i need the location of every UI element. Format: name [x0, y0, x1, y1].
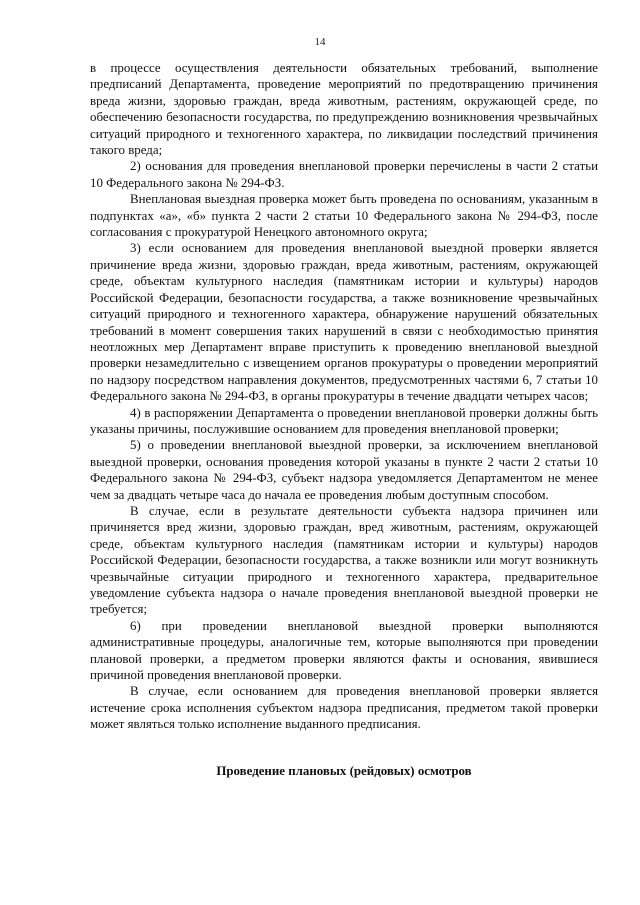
paragraph: в процессе осуществления деятельности обязательных требований, выполнение предписаний Департамента, проведение мероприятий по предотвращению причинения вреда жизни, здоровью граждан, вреда животным, растениям, окружающей среде, по обеспечению безопасности государства, по предупреждению возникновения чрезвычайных ситуаций природного и техногенного характера, по ликвидации последствий причинения такого вреда; [90, 61, 598, 158]
paragraph: 2) основания для проведения внеплановой проверки перечислены в части 2 статьи 10 Федерального закона № 294-ФЗ. [90, 159, 598, 190]
page-number: 14 [314, 36, 326, 48]
document-body [90, 60, 598, 779]
paragraph: Внеплановая выездная проверка может быть проведена по основаниям, указанным в подпунктах «а», «б» пункта 2 части 2 статьи 10 Федерального закона № 294-ФЗ, после согласования с прокуратурой Ненецкого автономного округа; [90, 192, 598, 240]
paragraph: В случае, если в результате деятельности субъекта надзора причинен или причиняется вред жизни, здоровью граждан, вред животным, растениям, окружающей среде, объектам культурного наследия (памятникам истории и культуры) народов Российской Федерации, безопасности государства, а также возникли или могут возникнуть чрезвычайные ситуации природного и техногенного характера, предварительное уведомление субъекта надзора о начале проведения внеплановой выездной проверки не требуется; [90, 503, 598, 617]
paragraph: 3) если основанием для проведения внеплановой выездной проверки является причинение вреда жизни, здоровью граждан, вреда животным, растениям, окружающей среде, объектам культурного наследия (памятникам истории и культуры) народов Российской Федерации, безопасности государства, а также возникновение чрезвычайных ситуаций природного и техногенного характера, обнаружение нарушений обязательных требований в момент совершения таких нарушений в связи с необходимостью принятия неотложных мер Департамент вправе приступить к проведению внеплановой выездной проверки незамедлительно с извещением органов прокуратуры о проведении мероприятий по надзору посредством направления документов, предусмотренных частями 6, 7 статьи 10 Федерального закона № 294-ФЗ, в органы прокуратуры в течение двадцати четырех часов; [90, 241, 598, 404]
paragraph: 6) при проведении внеплановой выездной проверки выполняются административные процедуры, аналогичные тем, которые выполняются при проведении плановой проверки, а предметом проверки являются факты и основания, явившиеся причиной проведения внеплановой проверки. [90, 618, 598, 683]
paragraph: В случае, если основанием для проведения внеплановой проверки является истечение срока исполнения субъектом надзора предписания, предметом такой проверки может являться только исполнение выданного предписания. [90, 684, 598, 732]
paragraph: 5) о проведении внеплановой выездной проверки, за исключением внеплановой выездной проверки, основания проведения которой указаны в пункте 2 части 2 статьи 10 Федерального закона № 294-ФЗ, субъект надзора уведомляется Департаментом не менее чем за двадцать четыре часа до начала ее проведения любым доступным способом. [90, 438, 598, 502]
paragraph: 4) в распоряжении Департамента о проведении внеплановой проверки должны быть указаны причины, послужившие основанием для проведения внеплановой проверки; [90, 405, 598, 436]
section-heading: Проведение плановых (рейдовых) осмотров [216, 763, 472, 778]
